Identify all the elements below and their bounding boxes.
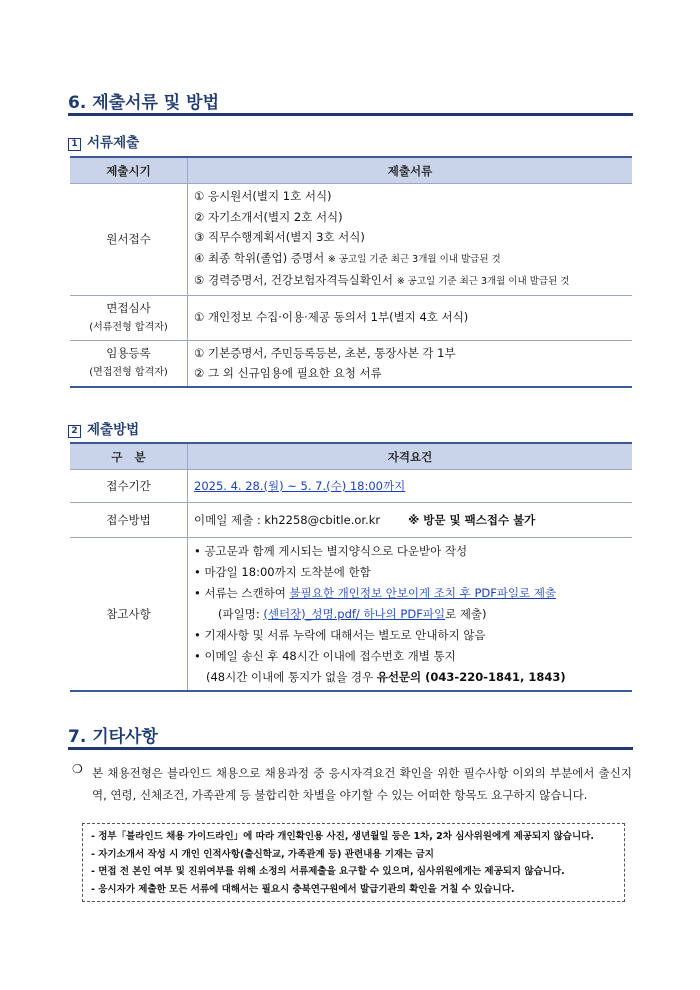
notes-box	[82, 823, 625, 902]
section-6-rule	[68, 113, 633, 116]
row-label-sub: (서류전형 합격자)	[89, 321, 168, 333]
table-row	[70, 538, 632, 692]
header-requirements: 자격요건	[188, 443, 633, 470]
subsection-2-title	[68, 418, 139, 438]
list-item-continued	[194, 667, 626, 688]
subsection-1-number: 1	[68, 138, 81, 151]
table-row	[70, 503, 632, 538]
list-item: • 기재사항 및 서류 누락에 대해서는 별도로 안내하지 않음	[194, 627, 486, 642]
list-item: • 서류는 스캔하여 불필요한 개인정보 안보이게 조치 후 PDF파일로 제출	[194, 585, 557, 600]
list-item-text: 기재사항 및 서류 누락에 대해서는 별도로 안내하지 않음	[204, 627, 486, 642]
section-7-rule	[68, 747, 633, 750]
row-label-main: 임용등록	[106, 346, 151, 360]
doc-line	[194, 270, 626, 293]
header-submission-time: 제출시기	[70, 157, 188, 184]
doc-line: ③ 직무수행계획서(별지 3호 서식)	[194, 230, 365, 244]
list-item: • 마감일 18:00까지 도착분에 한함	[194, 564, 371, 579]
row-label-sub: (면접전형 합격자)	[89, 367, 168, 378]
doc-line	[194, 248, 626, 271]
row-docs-interview	[188, 295, 633, 340]
note-line: - 응시자가 제출한 모든 서류에 대해서는 필요시 충북연구원에서 발급기관의 확인을 거칠 수 있습니다.	[91, 883, 515, 895]
list-item-continued	[194, 604, 626, 625]
doc-line: ② 자기소개서(별지 2호 서식)	[194, 209, 343, 224]
method-table-header	[70, 443, 632, 470]
table-row	[70, 184, 632, 296]
note-line: - 면접 전 본인 여부 및 진위여부를 위해 소정의 서류제출을 요구할 수 있으며, 심사위원에게는 제공되지 않습니다.	[91, 866, 565, 877]
doc-line-text: ⑤ 경력증명서, 건강보험자격득실확인서	[194, 273, 397, 287]
section-6-title: 6. 제출서류 및 방법	[68, 93, 219, 113]
table-row	[70, 340, 632, 387]
row-docs-registration	[188, 340, 633, 387]
filename-link[interactable]: (센터장)_성명.pdf/ 하나의 PDF파일	[263, 606, 446, 621]
list-item: • 이메일 송신 후 48시간 이내에 접수번호 개별 통지	[194, 648, 456, 663]
subsection-2-number: 2	[68, 425, 81, 438]
list-item-text: (파일명:	[218, 606, 264, 621]
list-item-text: 서류는 스캔하여	[204, 585, 290, 600]
subsection-1-label: 서류제출	[87, 135, 140, 151]
doc-line: ① 기본증명서, 주민등록등본, 초본, 통장사본 각 1부	[194, 345, 456, 360]
doc-line-note: ※ 공고일 기준 최근 3개월 이내 발급된 것	[327, 253, 501, 265]
list-item-text: 마감일 18:00까지 도착분에 한함	[204, 564, 371, 579]
row-label-interview	[70, 295, 188, 340]
doc-line: ② 그 외 신규임용에 필요한 요청 서류	[194, 366, 382, 380]
pdf-instruction-link[interactable]: 불필요한 개인정보 안보이게 조치 후 PDF파일로 제출	[289, 585, 557, 600]
header-submission-documents: 제출서류	[188, 157, 633, 184]
row-label-method: 접수방법	[70, 503, 188, 538]
subsection-1-title	[68, 131, 139, 151]
contact-phone: 유선문의 (043-220-1841, 1843)	[376, 669, 566, 684]
doc-line-note: ※ 공고일 기준 최근 3개월 이내 발급된 것	[396, 276, 570, 287]
row-label-main: 면접심사	[106, 300, 151, 315]
row-value-reference	[188, 538, 633, 692]
row-value-period	[188, 470, 633, 503]
row-label-application: 원서접수	[70, 184, 188, 296]
documents-table-header	[70, 157, 632, 184]
doc-line-text: ④ 최종 학위(졸업) 증명서	[194, 250, 328, 265]
row-value-method	[188, 503, 633, 538]
row-docs-application	[188, 184, 633, 296]
list-item: • 공고문과 함께 게시되는 별지양식으로 다운받아 작성	[194, 543, 468, 558]
list-item-text: 공고문과 함께 게시되는 별지양식으로 다운받아 작성	[204, 543, 468, 558]
note-line: - 자기소개서 작성 시 개인 인적사항(출신학교, 가족관계 등) 관련내용 기재는 금지	[91, 848, 434, 860]
blind-hiring-paragraph: 본 채용전형은 블라인드 채용으로 채용과정 중 응시자격요건 확인을 위한 필수사항 이외의 부분에서 출신지역, 연령, 신체조건, 가족관계 등 불합리한 차별을 야기할 수 있는 어떠한 항목도 요구하지 않습니다.	[92, 766, 632, 802]
email-text: 이메일 제출 : kh2258@cbitle.or.kr	[194, 513, 381, 527]
doc-line: ① 응시원서(별지 1호 서식)	[194, 189, 332, 203]
note-line: - 정부「블라인드 채용 가이드라인」에 따라 개인확인용 사진, 생년월일 등은 1차, 2차 심사위원에게 제공되지 않습니다.	[91, 831, 594, 842]
list-item-text: 이메일 송신 후 48시간 이내에 접수번호 개별 통지	[204, 648, 456, 663]
list-item-text: (48시간 이내에 통지가 없을 경우	[206, 669, 377, 684]
row-label-period: 접수기간	[70, 470, 188, 503]
list-item-text: 로 제출)	[445, 606, 487, 621]
period-link[interactable]: 2025. 4. 28.(월) ~ 5. 7.(수) 18:00까지	[194, 479, 406, 493]
doc-line: ① 개인정보 수집·이용·제공 동의서 1부(별지 4호 서식)	[194, 310, 469, 325]
row-label-reference: 참고사항	[70, 538, 188, 692]
table-row	[70, 470, 632, 503]
section-7-title: 7. 기타사항	[68, 727, 158, 747]
row-label-registration	[70, 340, 188, 387]
documents-table	[70, 156, 632, 388]
header-category: 구 분	[70, 443, 188, 470]
method-note: ※ 방문 및 팩스접수 불가	[408, 513, 536, 527]
subsection-2-label: 제출방법	[87, 422, 140, 438]
bullet-circle-icon: ❍	[72, 762, 83, 776]
table-row	[70, 295, 632, 340]
method-table	[70, 442, 632, 692]
